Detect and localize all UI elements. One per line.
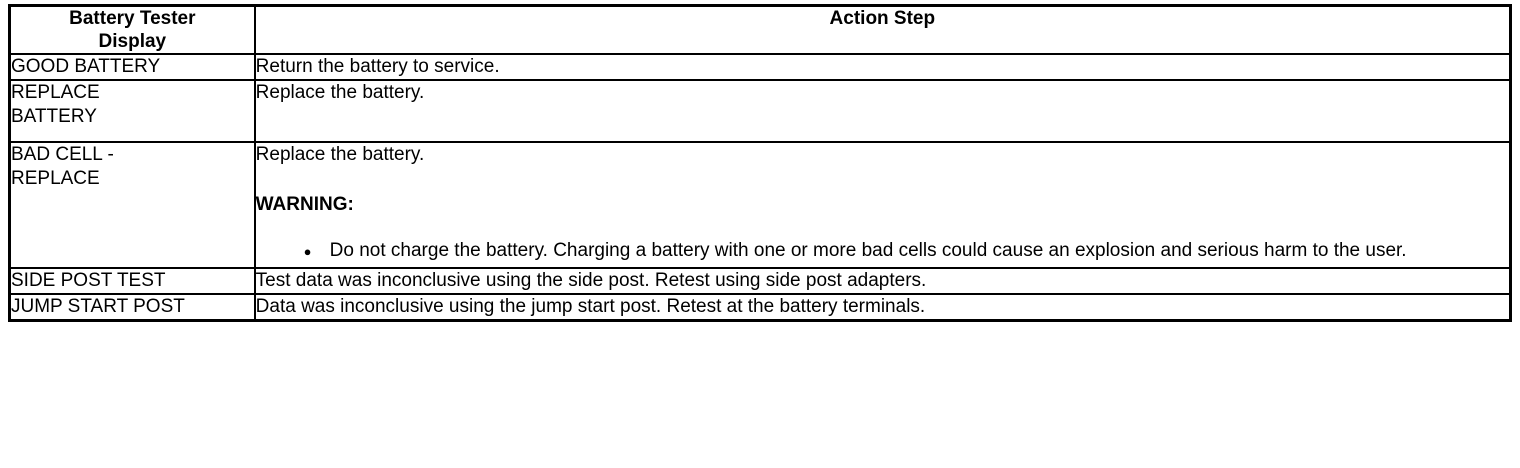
table-header-row <box>10 6 1511 55</box>
display-line: BATTERY <box>11 106 97 127</box>
column-header-line-2: Display <box>98 31 167 52</box>
display-line: JUMP START POST <box>11 296 185 317</box>
warning-bullet-list <box>256 239 1509 263</box>
display-line: GOOD BATTERY <box>11 56 161 77</box>
table-row <box>10 80 1511 142</box>
display-value-bad-cell-replace <box>10 142 255 268</box>
display-value-jump-start-post <box>10 294 255 321</box>
column-header-action-step: Action Step <box>255 6 1511 55</box>
display-line: REPLACE <box>11 82 100 103</box>
warning-label: WARNING: <box>255 194 354 215</box>
display-value-side-post-test <box>10 268 255 294</box>
action-paragraph: Data was inconclusive using the jump start post. Retest at the battery terminals. <box>255 296 926 317</box>
action-paragraph: Test data was inconclusive using the side post. Retest using side post adapters. <box>255 270 927 291</box>
action-paragraph: Return the battery to service. <box>255 56 500 77</box>
action-step-good-battery <box>255 54 1511 80</box>
action-step-jump-start-post <box>255 294 1511 321</box>
action-paragraph: Replace the battery. <box>255 144 425 165</box>
action-step-bad-cell-replace <box>255 142 1511 268</box>
list-item: ● Do not charge the battery. Charging a battery with one or more bad cells could cause an explosion and serious harm to the user. <box>304 239 1509 263</box>
display-line: REPLACE <box>11 168 100 189</box>
column-header-battery-tester-display <box>10 6 255 55</box>
display-value-good-battery <box>10 54 255 80</box>
action-step-replace-battery <box>255 80 1511 142</box>
display-line: SIDE POST TEST <box>11 270 166 291</box>
column-header-line-1: Battery Tester <box>69 8 196 29</box>
table-row <box>10 268 1511 294</box>
table-row <box>10 54 1511 80</box>
battery-tester-action-table <box>8 4 1512 322</box>
action-step-side-post-test <box>255 268 1511 294</box>
display-line: BAD CELL - <box>11 144 114 165</box>
table-row <box>10 142 1511 268</box>
display-value-replace-battery <box>10 80 255 142</box>
action-paragraph: Replace the battery. <box>255 82 425 103</box>
table-row <box>10 294 1511 321</box>
